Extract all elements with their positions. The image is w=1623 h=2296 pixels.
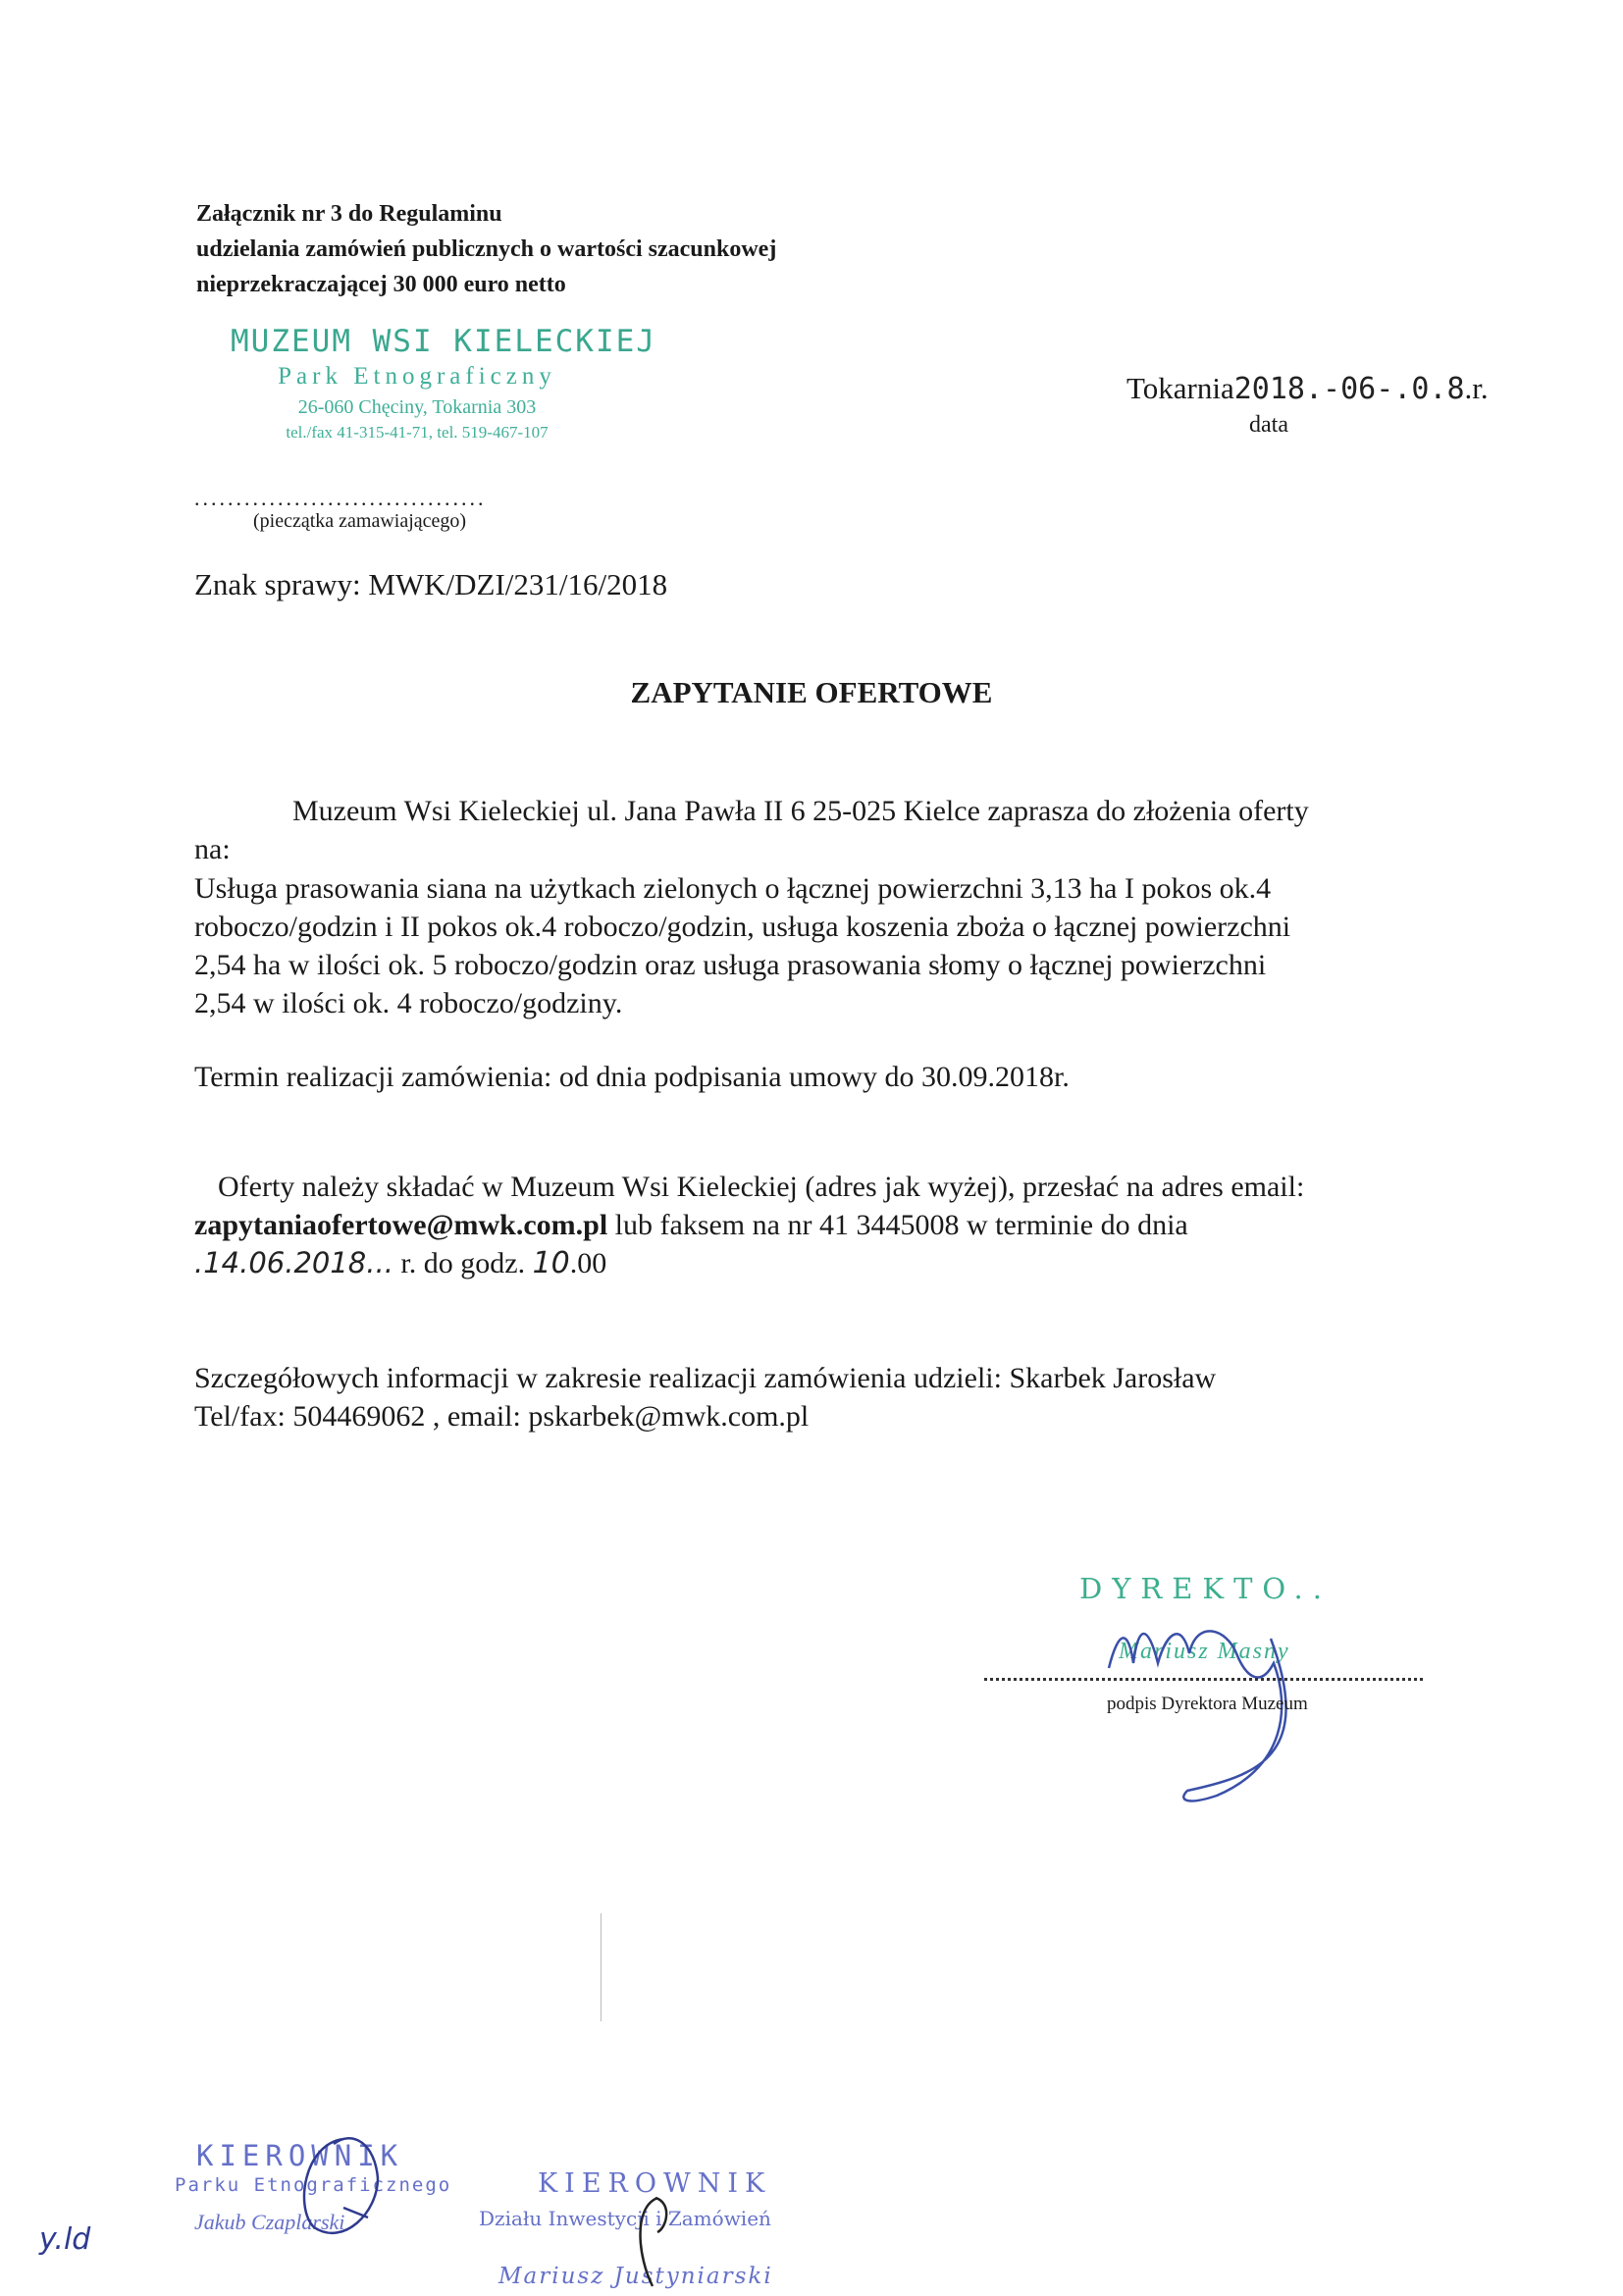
director-caption: podpis Dyrektora Muzeum [1107,1694,1308,1714]
date-suffix: .r. [1464,371,1489,405]
service-line-1: Usługa prasowania siana na użytkach zielonych o łącznej powierzchni 3,13 ha I pokos ok.4 [194,872,1272,905]
contact-line-2: Tel/fax: 504469062 , email: pskarbek@mwk.com.pl [194,1400,810,1433]
stamp-investment-unit: Działu Inwestycji i Zamówień [479,2207,771,2230]
stamp-park-title: KIEROWNIK [196,2139,404,2172]
fold-line [601,1913,602,2021]
date-caption: data [1249,412,1288,438]
director-stamp-title: DYREKTO.. [1079,1572,1332,1605]
realization-deadline: Termin realizacji zamówienia: od dnia podpisania umowy do 30.09.2018r. [194,1061,1070,1093]
investment-manager-signature [618,2188,687,2296]
handwritten-initials: y.ld [39,2222,91,2257]
offers-fax: lub faksem na nr 41 3445008 w terminie do dnia [607,1209,1188,1241]
museum-stamp-phone: tel./fax 41-315-41-71, tel. 519-467-107 [286,423,549,442]
stamp-investment-title: KIEROWNIK [538,2168,772,2199]
stamp-caption: (pieczątka zamawiającego) [253,510,467,532]
director-stamp-name: Mariusz Masny [1119,1639,1290,1664]
header-line-3: nieprzekraczającej 30 000 euro netto [196,272,566,297]
intro-line-1: Muzeum Wsi Kieleckiej ul. Jana Pawła II 6 25-025 Kielce zaprasza do złożenia oferty [292,795,1309,827]
offers-time-handwritten: 10 [532,1246,570,1280]
offers-line-2 [194,1206,1188,1244]
document-title: ZAPYTANIE OFERTOWE [630,675,993,709]
museum-stamp [231,324,656,443]
date-line [1126,371,1489,406]
date-place: Tokarnia [1126,371,1234,405]
offers-date-handwritten: .14.06.2018... [194,1246,393,1279]
offers-time-prefix: r. do godz. [393,1247,533,1279]
park-manager-signature [285,2119,402,2257]
intro-line-2: na: [194,833,231,865]
service-line-2: roboczo/godzin i II pokos ok.4 roboczo/godzin, usługa koszenia zboża o łącznej powierzchni [194,911,1291,943]
stamp-park-unit: Parku Etnograficznego [175,2174,452,2196]
date-handwritten: 2018.-06-.0.8 [1233,372,1465,406]
offers-email: zapytaniaofertowe@mwk.com.pl [194,1209,608,1241]
stamp-dotted-line: ................................... [194,486,487,510]
museum-stamp-name: MUZEUM WSI KIELECKIEJ [231,324,656,359]
service-line-4: 2,54 w ilości ok. 4 roboczo/godziny. [194,987,623,1019]
stamp-park-name: Jakub Czaplarski [194,2210,345,2234]
offers-time-suffix: .00 [569,1247,607,1279]
attachment-header [196,196,776,302]
offers-line-1: Oferty należy składać w Muzeum Wsi Kieleckiej (adres jak wyżej), przesłać na adres email: [218,1171,1305,1203]
offers-line-3 [194,1244,606,1282]
contact-line-1: Szczegółowych informacji w zakresie realizacji zamówienia udzieli: Skarbek Jarosław [194,1362,1217,1394]
museum-stamp-subtitle: Park Etnograficzny [278,363,556,390]
header-line-1: Załącznik nr 3 do Regulaminu [196,201,502,227]
museum-stamp-address: 26-060 Chęciny, Tokarnia 303 [297,396,537,418]
case-number: Znak sprawy: MWK/DZI/231/16/2018 [194,567,668,601]
header-line-2: udzielania zamówień publicznych o wartości szacunkowej [196,236,777,262]
service-line-3: 2,54 ha w ilości ok. 5 roboczo/godzin oraz usługa prasowania słomy o łącznej powierzchni [194,949,1267,981]
service-description [194,869,1290,1022]
director-signature-line [984,1678,1423,1681]
stamp-investment-name: Mariusz Justyniarski [498,2264,773,2289]
